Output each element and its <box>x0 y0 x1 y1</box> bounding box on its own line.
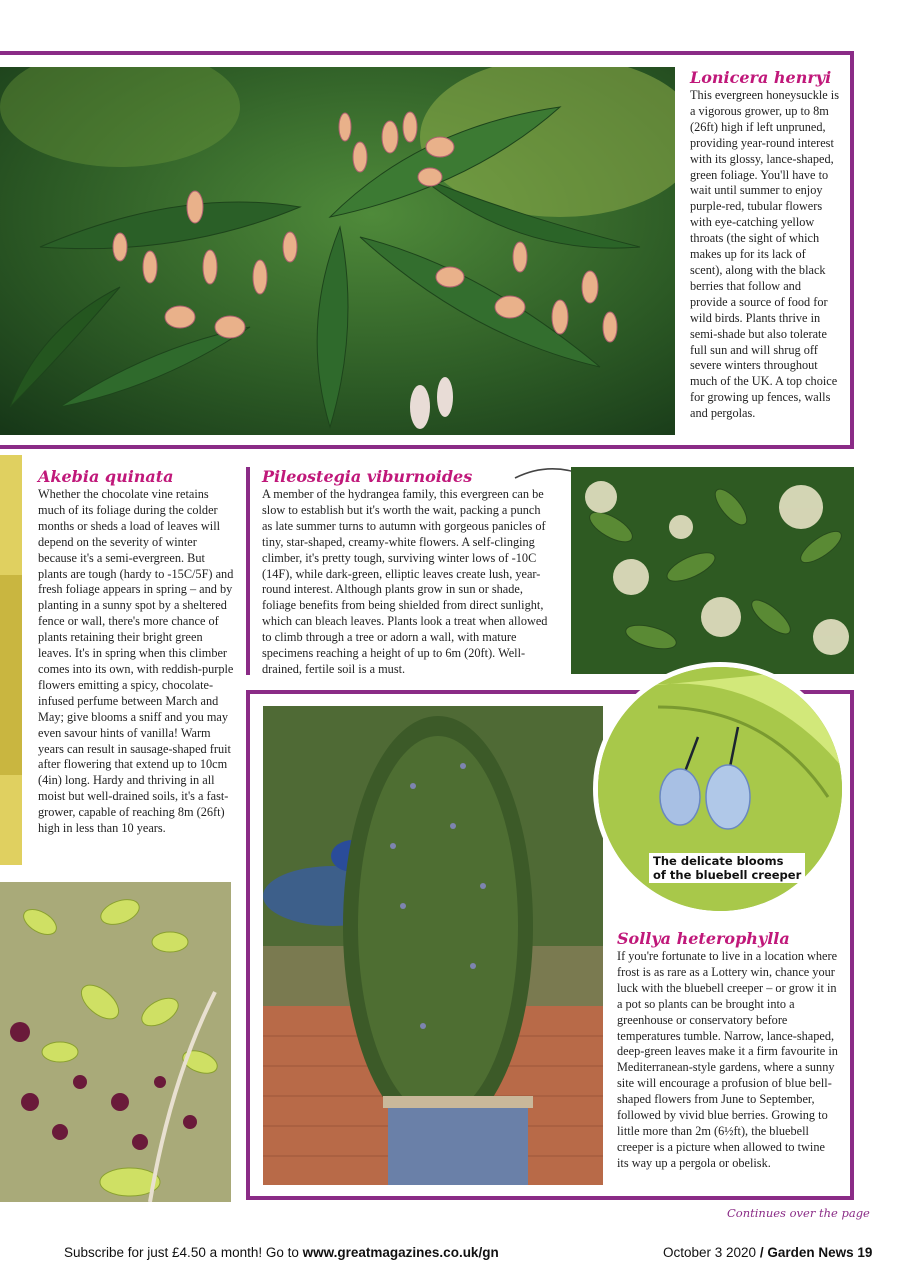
pileostegia-rule <box>246 467 250 675</box>
subscribe-link[interactable]: www.greatmagazines.co.uk/gn <box>302 1245 499 1260</box>
bluebell-caption <box>649 853 805 883</box>
issue-date: October 3 2020 <box>663 1245 757 1260</box>
akebia-edge-photo <box>0 455 22 865</box>
pileostegia-body: A member of the hydrangea family, this evergreen can be slow to establish but it's worth the wait, packing a punch as late summer turns to autumn with gorgeous panicles of tiny, star-shaped, creamy-white flowers. A self-clinging climber, it's pretty tough, surviving winter lows of -10C (14F), while dark-green, elliptic leaves create lush, year-round interest. Although plants grow in sun or shade, foliage benefits from being shielded from direct sunlight, which can bleach leaves. Plants look a treat when allowed to climb through a tree or adorn a wall, with mature specimens reaching a height of up to 6m (20ft). Well-drained, fertile soil is a must. <box>262 487 548 676</box>
lonicera-photo <box>0 67 675 435</box>
akebia-body: Whether the chocolate vine retains much of its foliage during the colder months or sheds a load of leaves will depend on the severity of winter because it's a semi-evergreen. But plants are tough (hardy to -15C/5F) and fresh foliage appears in spring – and by planting in a sunny spot by a sheltered fence or wall, there's more chance of plants retaining their bright green leaves. It's in spring when this climber comes into its own, with reddish-purple flowers emitting a spicy, chocolate-infused perfume between March and May; give blooms a sniff and you may even savour hints of vanilla! Warm years can result in sausage-shaped fruit after flowering that extend up to 10cm (4in) long. Hardy and thriving in all moist but well-drained soils, it's a fast-grower, capable of reaching 8m (26ft) high in less than 10 years. <box>38 487 234 836</box>
sollya-photo <box>263 706 603 1185</box>
akebia-title: Akebia quinata <box>38 467 174 486</box>
lonicera-title: Lonicera henryi <box>690 68 832 87</box>
continues-over-page: Continues over the page <box>727 1206 870 1220</box>
folio-separator: / <box>756 1245 768 1260</box>
bluebell-caption-line1: The delicate blooms <box>653 854 784 868</box>
akebia-photo <box>0 882 231 1202</box>
page-number: 19 <box>857 1245 873 1260</box>
bluebell-caption-line2: of the bluebell creeper <box>653 868 802 882</box>
sollya-body: If you're fortunate to live in a location where frost is as rare as a Lottery win, chance your luck with the bluebell creeper – or grow it in a pot so plants can be brought into a greenhouse or conservatory before temperatures tumble. Narrow, lance-shaped, deep-green leaves make it a firm favourite in Mediterranean-style gardens, where a sunny site will encourage a profusion of blue bell-shaped flowers from June to September, followed by vivid blue berries. Growing to little more than 2m (6½ft), the bluebell creeper is a picture when allowed to twine its way up a pergola or obelisk. <box>617 949 838 1170</box>
subscribe-text: Subscribe for just £4.50 a month! Go to <box>64 1245 303 1260</box>
lonicera-body: This evergreen honeysuckle is a vigorous grower, up to 8m (26ft) high if left unpruned, providing year-round interest with its glossy, lance-shaped, green foliage. You'll have to wait until summer to enjoy purple-red, tubular flowers with eye-catching yellow throats (the sight of which makes up for its lack of scent), along with the black berries that follow and provide a source of food for wild birds. Plants thrive in semi-shade but also tolerate full sun and will shrug off severe winters throughout much of the UK. A top choice for growing up fences, walls and pergolas. <box>690 88 839 421</box>
sollya-title: Sollya heterophylla <box>617 929 790 948</box>
subscribe-footer <box>64 1245 499 1260</box>
pileostegia-photo <box>571 467 854 674</box>
page-folio <box>663 1245 872 1260</box>
pileostegia-title: Pileostegia viburnoides <box>262 467 473 486</box>
publication-name: Garden News <box>767 1245 854 1260</box>
